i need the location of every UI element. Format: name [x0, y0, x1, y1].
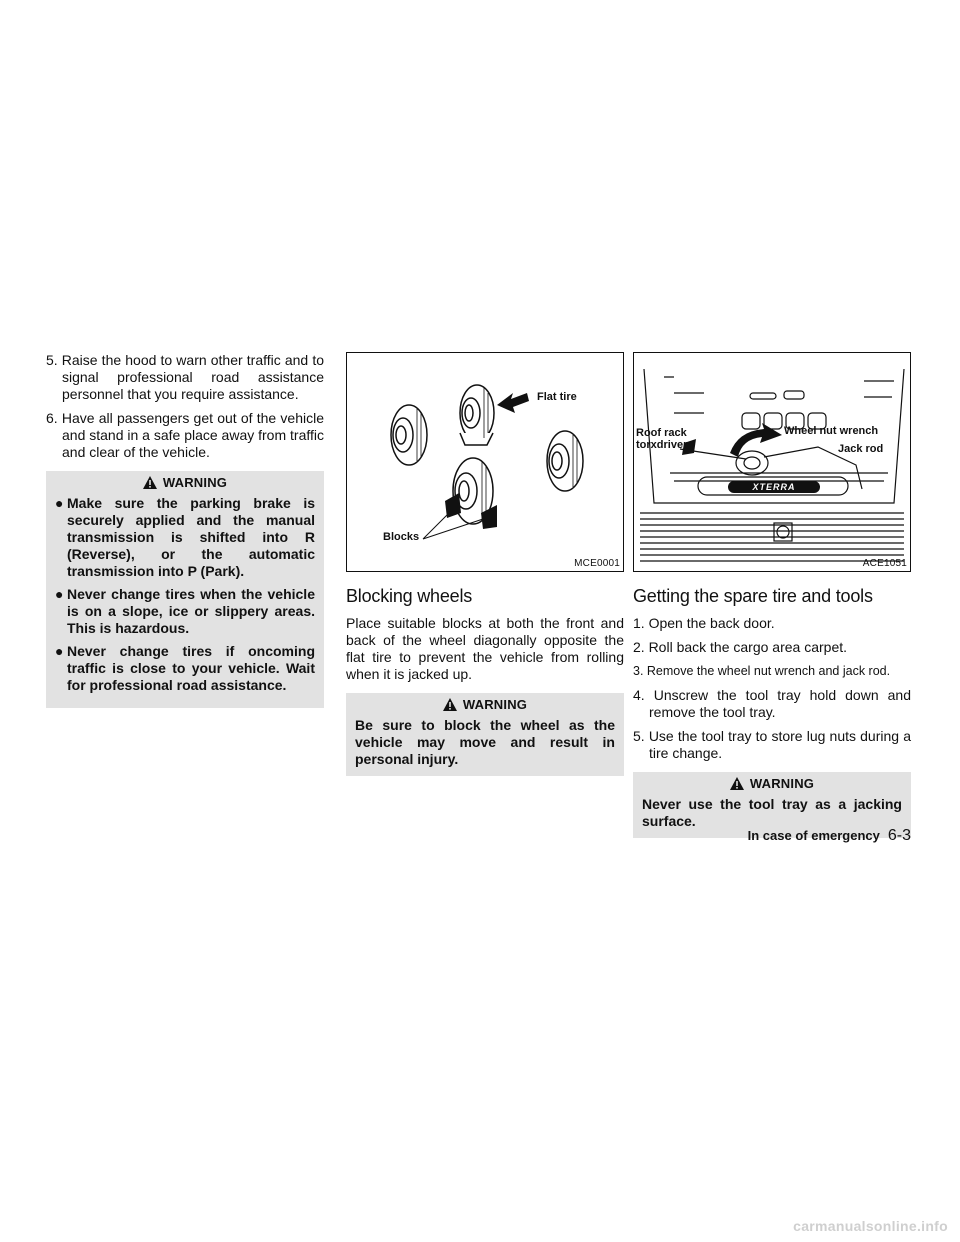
label-wheel-nut-wrench: Wheel nut wrench	[784, 425, 879, 437]
step-2: 2. Roll back the cargo area carpet.	[633, 639, 848, 655]
warning-title: WARNING	[462, 696, 528, 712]
cargo-area-illustration	[634, 353, 910, 571]
figure-code: ACE1051	[862, 558, 907, 569]
warning-title: WARNING	[162, 474, 228, 490]
warning-title: WARNING	[749, 775, 815, 791]
figure-code: MCE0001	[574, 558, 620, 569]
step-5: 5. Use the tool tray to store lug nuts during a tire change.	[633, 728, 911, 761]
warning-text: Be sure to block the wheel as the vehicle may move and result in personal injury.	[355, 717, 615, 767]
paragraph: Place suitable blocks at both the front and back of the wheel diagonally opposite the flat tire to prevent the vehicle from rolling when it is jacked up.	[346, 615, 624, 682]
watermark: carmanualsonline.info	[793, 1218, 948, 1234]
column-3	[633, 352, 911, 838]
warning-item-text: Never change tires when the vehicle is on a slope, ice or slippery areas. This is hazardous.	[67, 586, 315, 636]
warning-box	[346, 693, 624, 776]
label-roof-rack	[636, 427, 687, 451]
xterra-badge: XTERRA	[752, 482, 796, 492]
step-3: 3. Remove the wheel nut wrench and jack rod.	[633, 664, 891, 678]
step-4: 4. Unscrew the tool tray hold down and remove the tool tray.	[633, 687, 911, 720]
figure-spare-tire-tools	[633, 352, 911, 572]
bullet-icon: ●	[55, 495, 64, 511]
warning-text: Never use the tool tray as a jacking surface.	[642, 796, 902, 829]
step-6: 6. Have all passengers get out of the vehicle and stand in a safe place away from traffic and clear of the vehicle.	[46, 410, 324, 460]
page-footer	[715, 827, 911, 845]
warning-item	[55, 643, 315, 694]
warning-header	[55, 471, 315, 493]
warning-triangle-icon	[443, 698, 457, 711]
column-1	[46, 352, 324, 708]
warning-bullets	[55, 495, 315, 694]
warning-header	[355, 693, 615, 715]
step-list	[46, 352, 324, 461]
warning-header	[642, 772, 902, 794]
bullet-icon: ●	[55, 586, 64, 602]
section-heading: Blocking wheels	[346, 586, 473, 606]
warning-item	[55, 495, 315, 580]
label-flat-tire: Flat tire	[537, 391, 577, 403]
label-roof-rack-line2: torxdriver	[636, 439, 688, 451]
footer-section-title: In case of emergency	[747, 828, 880, 843]
step-1: 1. Open the back door.	[633, 615, 775, 631]
column-2	[346, 352, 624, 776]
step-list	[633, 615, 911, 762]
warning-item-text: Make sure the parking brake is securely applied and the manual transmission is shifted into R (Reverse), or the automatic transmission into P (Park).	[67, 495, 315, 579]
label-blocks: Blocks	[383, 531, 420, 543]
warning-item	[55, 586, 315, 637]
warning-item-text: Never change tires if oncoming traffic is close to your vehicle. Wait for professional road assistance.	[67, 643, 315, 693]
section-heading: Getting the spare tire and tools	[633, 586, 873, 606]
warning-box	[46, 471, 324, 708]
page-number: 6-3	[887, 827, 911, 844]
step-5: 5. Raise the hood to warn other traffic and to signal professional road assistance personnel that you require assistance.	[46, 352, 324, 402]
warning-triangle-icon	[143, 476, 157, 489]
label-roof-rack-line1: Roof rack	[636, 427, 687, 439]
bullet-icon: ●	[55, 643, 64, 659]
figure-blocking-wheels	[346, 352, 624, 572]
warning-triangle-icon	[730, 777, 744, 790]
label-jack-rod: Jack rod	[838, 443, 884, 455]
